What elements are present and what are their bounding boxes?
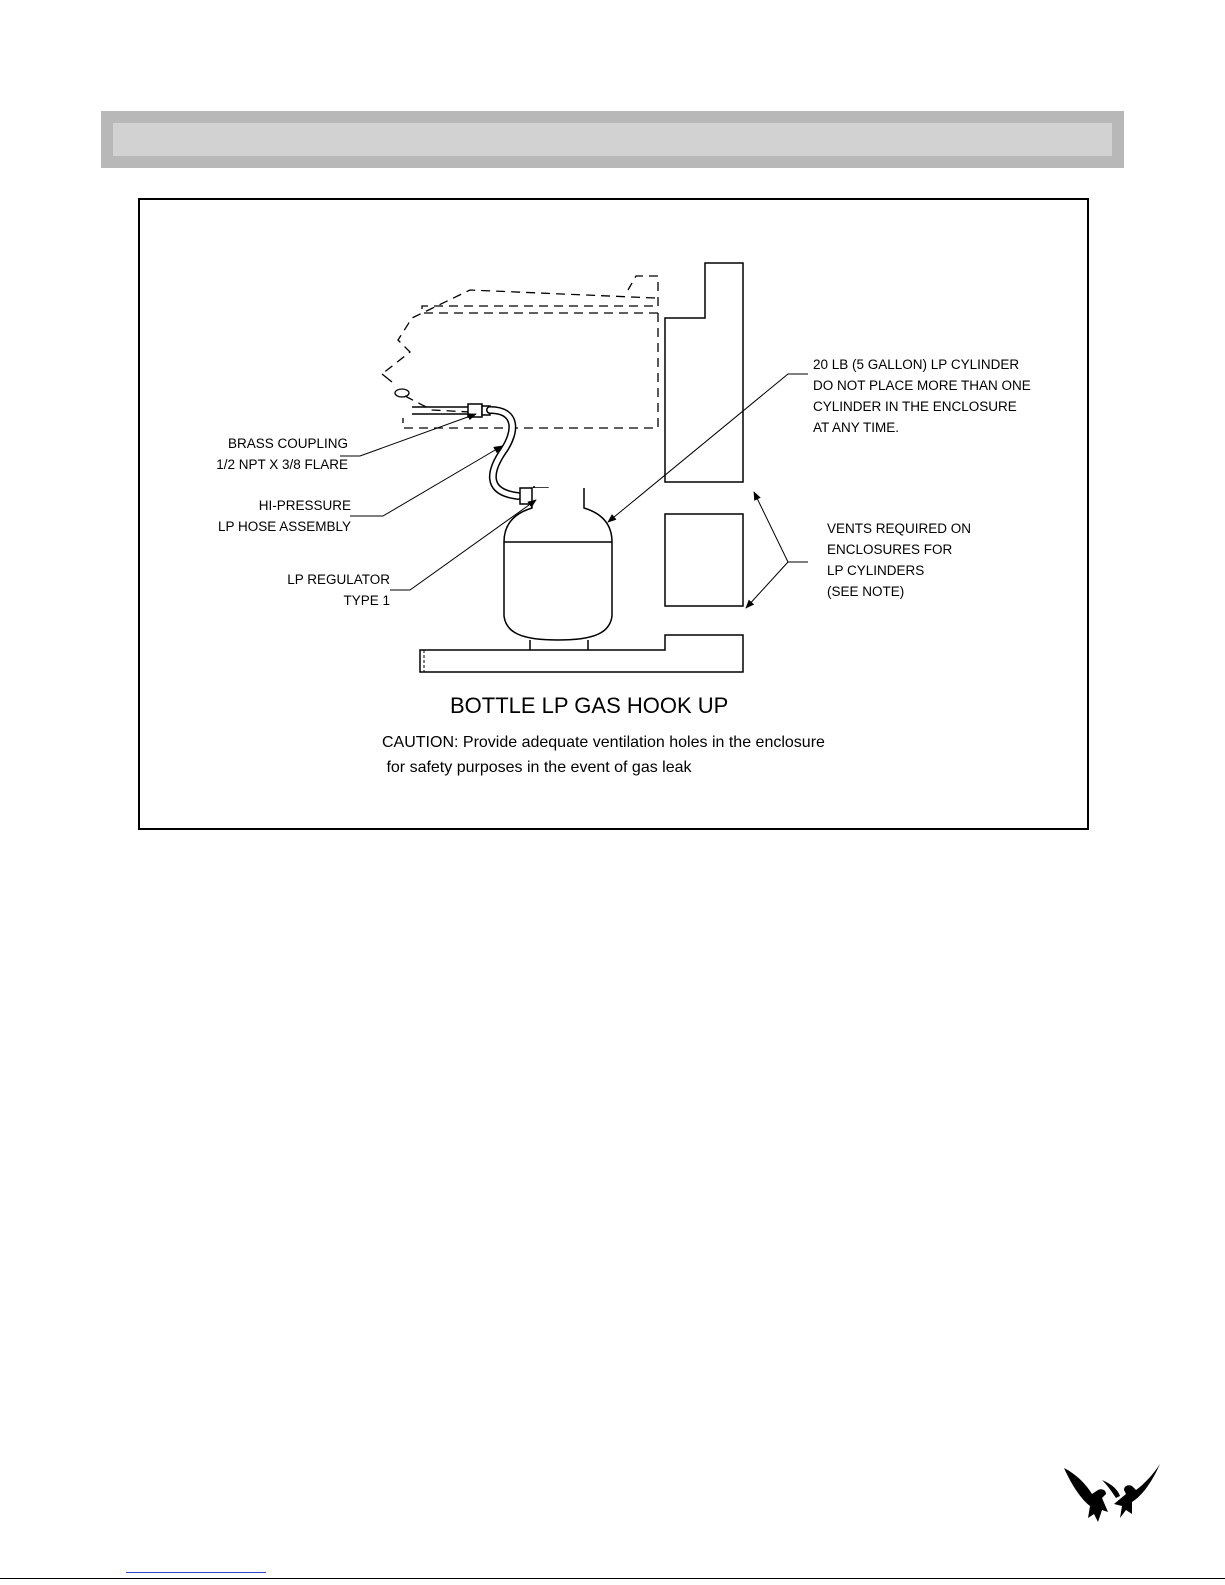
- valve-knob: [395, 389, 409, 397]
- section-header-band: [101, 111, 1124, 168]
- label-hose-1: HI-PRESSURE: [258, 498, 351, 513]
- label-regulator-2: TYPE 1: [343, 593, 390, 608]
- eagles-logo-icon: [1062, 1460, 1162, 1530]
- lp-hookup-diagram: [138, 198, 1089, 830]
- footer-link-underline: [126, 1572, 266, 1573]
- label-cylinder-2: DO NOT PLACE MORE THAN ONE: [813, 378, 1031, 393]
- section-header-inner: [113, 123, 1112, 156]
- manifold-pipe: [412, 407, 470, 414]
- caution-line-1: CAUTION: Provide adequate ventilation holes in the enclosure: [382, 734, 825, 751]
- label-cylinder-3: CYLINDER IN THE ENCLOSURE: [813, 399, 1017, 414]
- diagram-drawing: [140, 200, 1091, 832]
- lp-cylinder: [504, 488, 612, 650]
- caution-line-2: for safety purposes in the event of gas leak: [382, 759, 692, 776]
- label-vents-4: (SEE NOTE): [827, 584, 905, 599]
- label-regulator-1: LP REGULATOR: [287, 572, 390, 587]
- label-vents-2: ENCLOSURES FOR: [827, 542, 953, 557]
- label-vents-3: LP CYLINDERS: [827, 563, 925, 578]
- label-cylinder-1: 20 LB (5 GALLON) LP CYLINDER: [813, 357, 1020, 372]
- label-hose-2: LP HOSE ASSEMBLY: [217, 519, 351, 534]
- footer-rule: [0, 1578, 1225, 1579]
- label-brass-coupling-1: BRASS COUPLING: [227, 436, 348, 451]
- label-brass-coupling-2: 1/2 NPT X 3/8 FLARE: [216, 457, 348, 472]
- label-cylinder-4: AT ANY TIME.: [813, 420, 900, 435]
- label-vents-1: VENTS REQUIRED ON: [827, 521, 972, 536]
- diagram-title: BOTTLE LP GAS HOOK UP: [450, 693, 729, 718]
- outline-tick: [382, 374, 392, 382]
- grill-outline: [382, 276, 658, 428]
